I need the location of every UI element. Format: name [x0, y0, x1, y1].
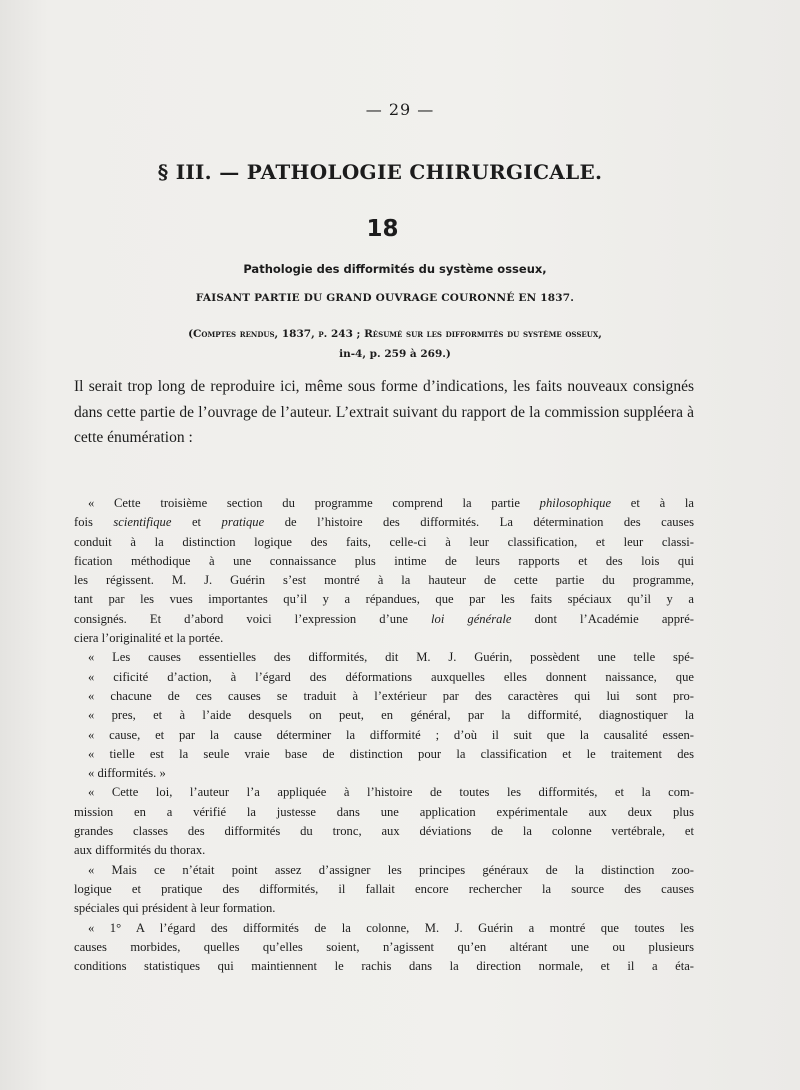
- quote-line: mission en a vérifié la justesse dans une application expérimentale aux deux plus: [74, 804, 694, 819]
- quote-line: « Cette troisième section du programme comprend la partie philosophique et à la: [88, 496, 694, 510]
- citation-line: (Comptes rendus, 1837, p. 243 ; Résumé sur les difformités du système osseux,: [188, 328, 602, 340]
- quote-line: « Mais ce n’était point assez d’assigner les principes généraux de la distinction zoo-: [88, 862, 694, 877]
- quote-line: « chacune de ces causes se traduit à l’extérieur par des caractères qui lui sont pro-: [88, 688, 694, 703]
- quote-line: grandes classes des difformités du tronc, aux déviations de la colonne vertébrale, et: [74, 824, 694, 839]
- quote-line: aux difformités du thorax.: [74, 843, 206, 858]
- item-title: Pathologie des difformités du système osseux,: [243, 262, 547, 276]
- quote-line: « pres, et à l’aide desquels on peut, en général, par la difformité, diagnostiquer la: [88, 708, 694, 723]
- citation-line: in-4, p. 259 à 269.): [339, 348, 451, 360]
- section-title: § III. — PATHOLOGIE CHIRURGICALE.: [157, 160, 603, 184]
- quoted-report: [74, 494, 694, 976]
- lead-text: Il serait trop long de reproduire ici, même sous forme d’indications, les faits nouveaux consignés dans cette partie de l’ouvrage de l’auteur. L’extrait suivant du rapport de la commission suppléera à cette énumération :: [74, 378, 694, 447]
- quote-line: spéciales qui président à leur formation.: [74, 901, 276, 916]
- quote-line: « Les causes essentielles des difformités, dit M. J. Guérin, possèdent une telle spé-: [88, 650, 694, 665]
- quote-line: fication méthodique à une connaissance plus intime de leurs rapports et des lois qui: [74, 553, 694, 568]
- item-subtitle: FAISANT PARTIE DU GRAND OUVRAGE COURONNÉ EN 1837.: [195, 292, 575, 304]
- quote-line: « cificité d’action, à l’égard des déformations auxquelles elles donnent naissance, que: [88, 669, 694, 684]
- citation: [95, 324, 695, 364]
- quote-line: conduit à la distinction logique des faits, celle-ci à leur classification, et leur classi-: [74, 534, 694, 549]
- quote-line: logique et pratique des difformités, il fallait encore rechercher la source des causes: [74, 881, 694, 896]
- quote-line: les régissent. M. J. Guérin s’est montré à la hauteur de cette partie du programme,: [74, 573, 694, 588]
- quote-line: causes morbides, quelles qu’elles soient, n’agissent qu’en altérant une ou plusieurs: [74, 939, 694, 954]
- page-number: — 29 —: [365, 100, 435, 119]
- quote-line: consignés. Et d’abord voici l’expression d’une loi générale dont l’Académie appré-: [74, 611, 694, 626]
- quote-line: tant par les vues importantes qu’il y a répandues, que par les faits spéciaux qu’il y a: [74, 592, 694, 607]
- quote-line: « cause, et par la cause déterminer la difformité ; d’où il suit que la causalité essen-: [88, 727, 694, 742]
- quote-line: ciera l’originalité et la portée.: [74, 631, 224, 646]
- quote-line: « Cette loi, l’auteur l’a appliquée à l’histoire de toutes les difformités, et la com-: [88, 785, 694, 800]
- lead-paragraph: [74, 374, 694, 451]
- quote-line: fois scientifique et pratique de l’histoire des difformités. La détermination des causes: [74, 515, 694, 530]
- quote-line: « 1° A l’égard des difformités de la colonne, M. J. Guérin a montré que toutes les: [88, 920, 694, 935]
- quote-line: « tielle est la seule vraie base de distinction pour la classification et le traitement des: [88, 746, 694, 761]
- quote-line: « difformités. »: [88, 766, 166, 781]
- item-number: 18: [366, 216, 399, 242]
- quote-line: conditions statistiques qui maintiennent le rachis dans la direction normale, et il a éta-: [74, 959, 694, 974]
